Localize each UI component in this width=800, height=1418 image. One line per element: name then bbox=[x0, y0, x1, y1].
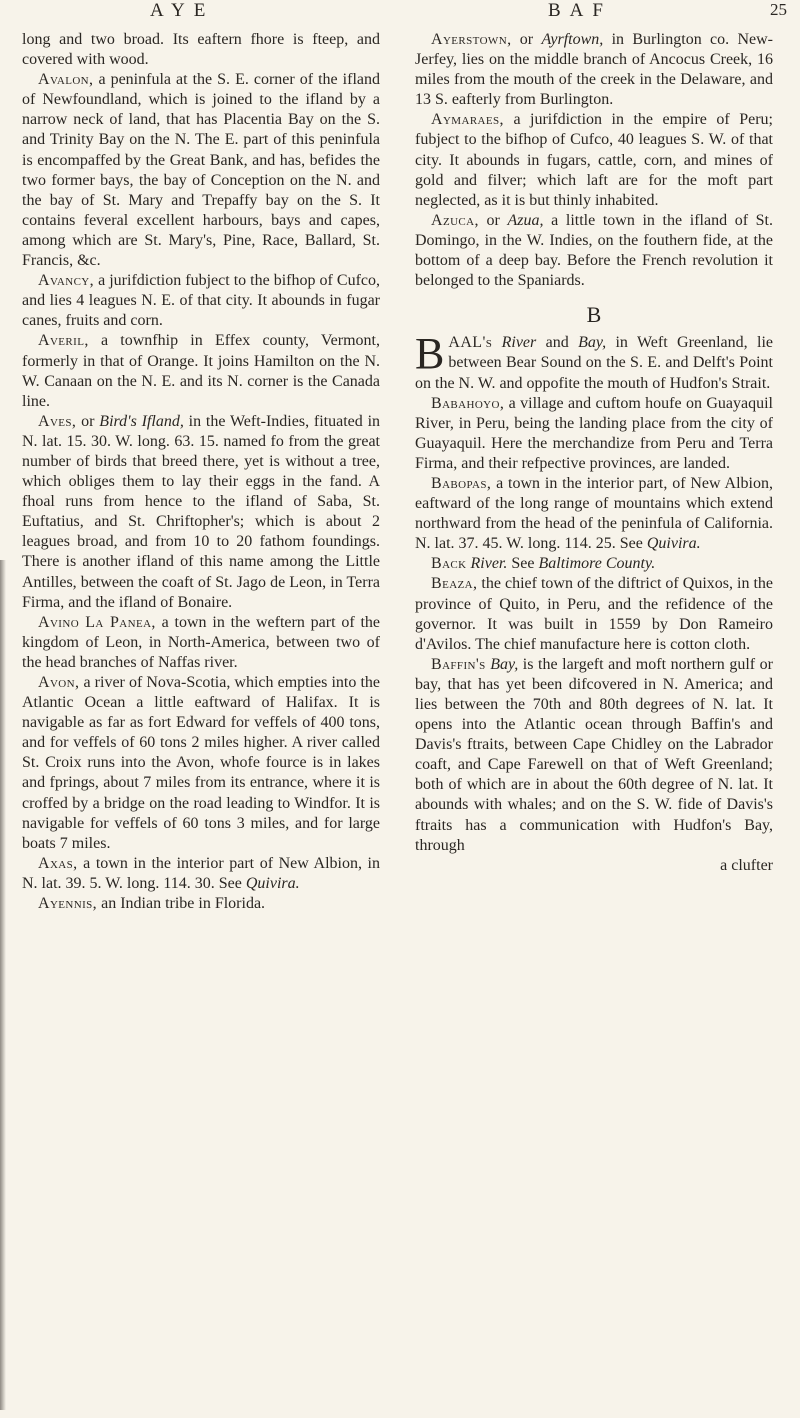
entry-text: or bbox=[478, 211, 508, 229]
entry-text: a peninfula at the S. E. corner of the ifland of Newfoundland, which is joined to the ifland by a narrow neck of land, that has Placentia Bay on the S. and Trinity Bay on the N. The E. part of this peninfula is encompaffed by the Great Bank, and has, befides the two former bays, the bay of Conception on the N. and the bay of St. Mary and Trepaffy bay on the S. It contains feveral excellent harbours, bays and capes, among which are St. Mary's, Pine, Race, Ballard, St. Francis, &c. bbox=[22, 71, 380, 270]
entry-alt-name: River. bbox=[470, 555, 508, 573]
page-edge-shadow bbox=[0, 560, 6, 1410]
entry-text: the chief town of the diftrict of Quixos, in the province of Quito, in Peru, and the refidence of the governor. It was built in 1559 by Don Rameiro d'Avilos. The chief manufacture here is cotton cloth. bbox=[415, 575, 773, 653]
entry-text: a little town in the ifland of St. Domingo, in the W. Indies, on the fouthern fide, at the bottom of a deep bay. Before the French revolution it belonged to the Spaniards. bbox=[415, 211, 774, 290]
entry-headword: Babopas, bbox=[431, 474, 492, 492]
entry-alt-name: Bay, bbox=[490, 655, 519, 673]
entry-text bbox=[492, 334, 501, 351]
right-column-a-entries bbox=[415, 30, 773, 291]
gazetteer-entry bbox=[22, 894, 380, 914]
entry-headword: Avino La Panea, bbox=[38, 613, 156, 631]
entry-headword: Axas, bbox=[38, 854, 78, 872]
entry-text: a town in the weftern part of the kingdom of Leon, in North-America, between two of the head branches of Naffas river. bbox=[22, 613, 381, 671]
entry-headword: Back bbox=[431, 555, 467, 573]
entry-headword: Aves, bbox=[38, 412, 77, 430]
entry-headword: Averil, bbox=[38, 332, 89, 350]
entry-text: a jurifdiction fubject to the bifhop of Cufco, and lies 4 leagues N. E. of that city. It abounds in fugar canes, fruits and corn. bbox=[22, 272, 380, 330]
gazetteer-entry bbox=[22, 30, 380, 70]
right-column bbox=[415, 30, 773, 876]
entry-headword: Ayerstown, bbox=[431, 31, 512, 48]
gazetteer-entry bbox=[22, 70, 380, 271]
page-number: 25 bbox=[770, 0, 787, 19]
entry-text: or bbox=[511, 31, 542, 48]
entry-text: long and two broad. Its eaftern fhore is fteep, and covered with wood. bbox=[22, 31, 380, 69]
entry-headword: Avancy, bbox=[38, 272, 95, 290]
entry-alt-name: Ayrftown, bbox=[541, 31, 604, 48]
right-column-b-entries bbox=[415, 329, 773, 855]
entry-alt-name: Bird's Ifland, bbox=[99, 412, 184, 430]
gazetteer-entry bbox=[22, 412, 380, 613]
entry-text: a townfhip in Effex county, Vermont, formerly in that of Orange. It joins Hamilton on the N. W. Canaan on the N. E. and its N. corner is the Canada line. bbox=[22, 332, 380, 410]
entry-headword: Azuca, bbox=[431, 211, 479, 229]
entry-headword: AAL's bbox=[448, 334, 493, 352]
gazetteer-entry bbox=[415, 394, 773, 474]
entry-headword: Avon, bbox=[38, 674, 80, 691]
gazetteer-entry bbox=[22, 331, 380, 411]
entry-alt-name: Azua, bbox=[507, 211, 544, 229]
entry-text: in Weft Greenland, lie between Bear Sound on the S. E. and Delft's Point on the N. W. and oppofite the mouth of Hudfon's Strait. bbox=[415, 334, 773, 392]
entry-headword: Avalon, bbox=[38, 71, 94, 89]
entry-headword: Aymaraes, bbox=[431, 111, 504, 129]
gazetteer-entry bbox=[415, 30, 773, 110]
entry-text: in the Weft-Indies, fituated in N. lat. 15. 30. W. long. 63. 15. named fo from the great number of birds that breed there, yet is without a tree, which obliges them to lay their eggs in the fand. A fhoal runs from hence to the ifland of Saba, St. Euftatius, and St. Chriftopher's; which is about 2 leagues broad, and from 10 to 20 fathom foundings. There is another ifland of this name among the Little Antilles, between the coaft of St. Jago de Leon, in Terra Firma, and the ifland of Bonaire. bbox=[22, 412, 381, 611]
gazetteer-entry bbox=[22, 854, 380, 894]
entry-text: a town in the interior part, of New Albion, eaftward of the long range of mountains which extend northward from the head of the peninfula of California. N. lat. 37. 45. W. long. 114. 25. See bbox=[415, 474, 773, 553]
entry-text: and bbox=[536, 334, 579, 352]
gazetteer-entry bbox=[415, 211, 773, 291]
entry-text: a village and cuftom houfe on Guayaquil River, in Peru, being the landing place from the city of Guayaquil. Here the merchandize from Peru and Terra Firma, and their refpective provinces, are landed. bbox=[415, 394, 773, 472]
gazetteer-entry bbox=[415, 329, 773, 393]
entry-alt-name: Bay, bbox=[578, 334, 607, 352]
running-head-left: AYE bbox=[150, 0, 215, 21]
entry-text: a town in the interior part of New Albion, in N. lat. 39. 5. W. long. 114. 30. See bbox=[22, 854, 380, 892]
entry-headword: Baffin's bbox=[431, 655, 486, 673]
catchword: a clufter bbox=[720, 856, 773, 874]
entry-headword: Babahoyo, bbox=[431, 394, 505, 412]
entry-cross-reference: Quivira. bbox=[245, 874, 300, 892]
entry-text: in Burlington co. New-Jerfey, lies on the middle branch of Ancocus Creek, 16 miles from the mouth of the creek in the Delaware, and 13 S. eafterly from Burlington. bbox=[415, 31, 774, 109]
entry-cross-reference: Baltimore County. bbox=[538, 555, 656, 573]
gazetteer-entry bbox=[22, 673, 380, 854]
gazetteer-entry bbox=[415, 655, 773, 856]
entry-alt-name: River bbox=[501, 334, 537, 352]
entry-headword: Ayennis, bbox=[38, 895, 98, 913]
gazetteer-entry bbox=[415, 474, 773, 554]
entry-text: is the largeft and moft northern gulf or bay, that has yet been difcovered in N. America; and lies between the 70th and 80th degrees of N. lat. It opens into the Atlantic ocean through Baffin's and Davis's ftraits, between Cape Chidley on the Labrador coaft, and Cape Farewell on that of Weft Greenland; both of which are in about the 60th degree of N. lat. It abounds with whales; and on the S. W. fide of Davis's ftraits has a communication with Hudfon's Bay, through bbox=[415, 655, 773, 854]
entry-text: a jurifdiction in the empire of Peru; fubject to the bifhop of Cufco, 40 leagues S. W. of that city. It abounds in fugars, cattle, corn, and mines of gold and filver; which laft are for the moft part neglected, as it is but thinly inhabited. bbox=[415, 111, 773, 209]
entry-text: or bbox=[76, 412, 100, 430]
entry-headword: Beaza, bbox=[431, 575, 478, 593]
gazetteer-entry bbox=[415, 110, 773, 210]
left-column bbox=[22, 30, 380, 914]
entry-text: a river of Nova-Scotia, which empties into the Atlantic Ocean a little eaftward of Halifax. It is navigable as far as fort Edward for veffels of 400 tons, and for veffels of 60 tons 2 miles higher. A river called St. Croix runs into the Avon, whofe fource is in lakes and fprings, about 7 miles from its entrance, where it is croffed by a bridge on the road leading to Windfor. It is navigable for veffels of 60 tons 3 miles, and for large boats 7 miles. bbox=[22, 674, 380, 852]
gazetteer-entry bbox=[415, 554, 773, 574]
running-head-right: BAF bbox=[548, 0, 612, 21]
drop-cap: B bbox=[415, 329, 445, 379]
section-letter: B bbox=[586, 302, 602, 328]
gazetteer-entry bbox=[22, 613, 380, 673]
entry-text: an Indian tribe in Florida. bbox=[97, 895, 266, 913]
entry-cross-reference: Quivira. bbox=[646, 535, 701, 553]
gazetteer-entry bbox=[415, 574, 773, 654]
entry-text: See bbox=[507, 555, 539, 573]
gazetteer-entry bbox=[22, 271, 380, 331]
